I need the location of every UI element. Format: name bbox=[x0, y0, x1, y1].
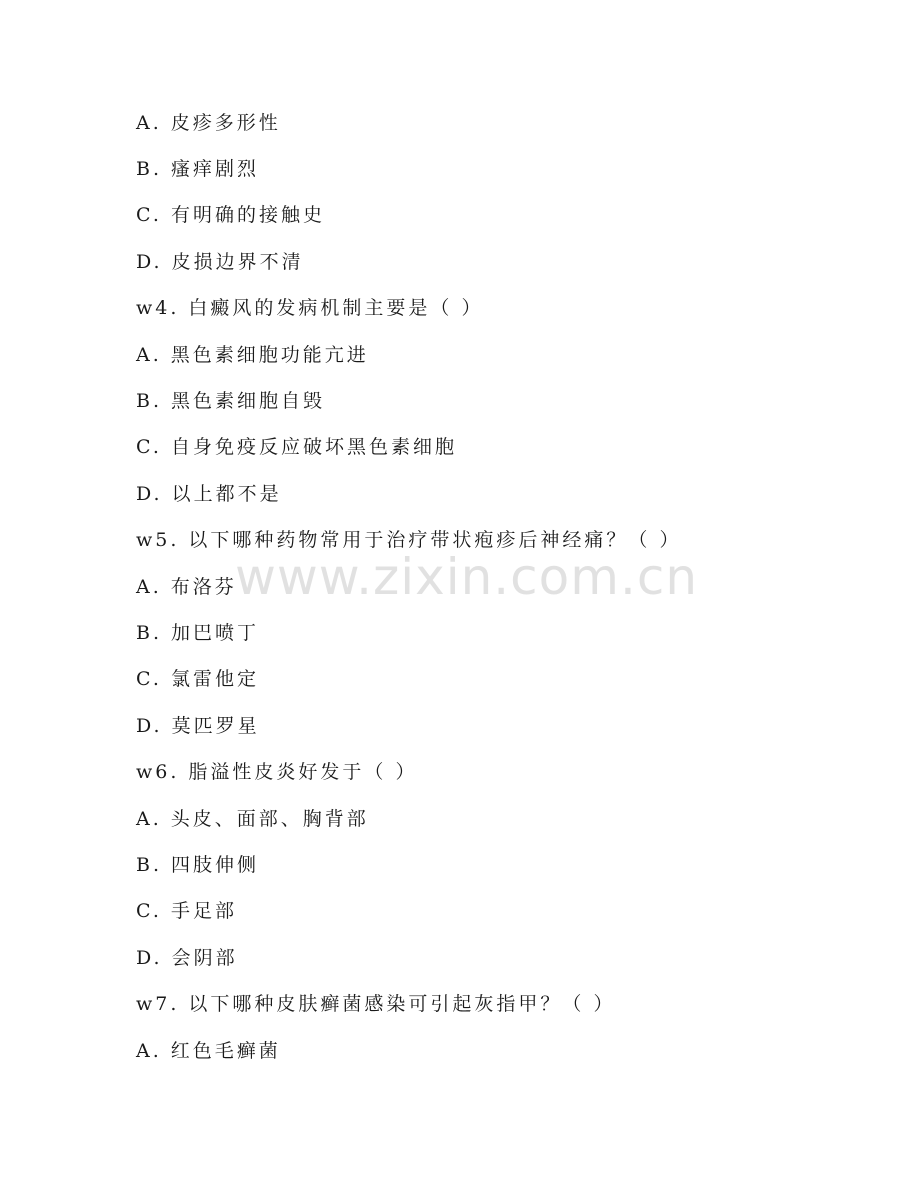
option-b: B. 加巴喷丁 bbox=[136, 622, 260, 644]
option-d: D. 莫匹罗星 bbox=[136, 715, 260, 737]
question-w4: w4. 白癜风的发病机制主要是（ ） bbox=[136, 297, 484, 319]
option-a: A. 红色毛癣菌 bbox=[136, 1040, 281, 1062]
option-a: A. 布洛芬 bbox=[136, 576, 237, 598]
option-a: A. 黑色素细胞功能亢进 bbox=[136, 344, 369, 366]
option-d: D. 皮损边界不清 bbox=[136, 251, 304, 273]
option-a: A. 头皮、面部、胸背部 bbox=[136, 808, 369, 830]
option-b: B. 黑色素细胞自毁 bbox=[136, 390, 326, 412]
option-c: C. 有明确的接触史 bbox=[136, 204, 325, 226]
option-b: B. 瘙痒剧烈 bbox=[136, 158, 260, 180]
option-a: A. 皮疹多形性 bbox=[136, 112, 281, 134]
option-d: D. 会阴部 bbox=[136, 947, 238, 969]
watermark: www.zixin.com.cn bbox=[235, 548, 699, 606]
option-d: D. 以上都不是 bbox=[136, 483, 282, 505]
question-w7: w7. 以下哪种皮肤癣菌感染可引起灰指甲？（ ） bbox=[136, 993, 616, 1015]
option-c: C. 手足部 bbox=[136, 900, 237, 922]
option-c: C. 氯雷他定 bbox=[136, 668, 259, 690]
option-c: C. 自身免疫反应破坏黑色素细胞 bbox=[136, 436, 457, 458]
question-w5: w5. 以下哪种药物常用于治疗带状疱疹后神经痛？（ ） bbox=[136, 529, 682, 551]
question-w6: w6. 脂溢性皮炎好发于（ ） bbox=[136, 761, 418, 783]
option-b: B. 四肢伸侧 bbox=[136, 854, 260, 876]
